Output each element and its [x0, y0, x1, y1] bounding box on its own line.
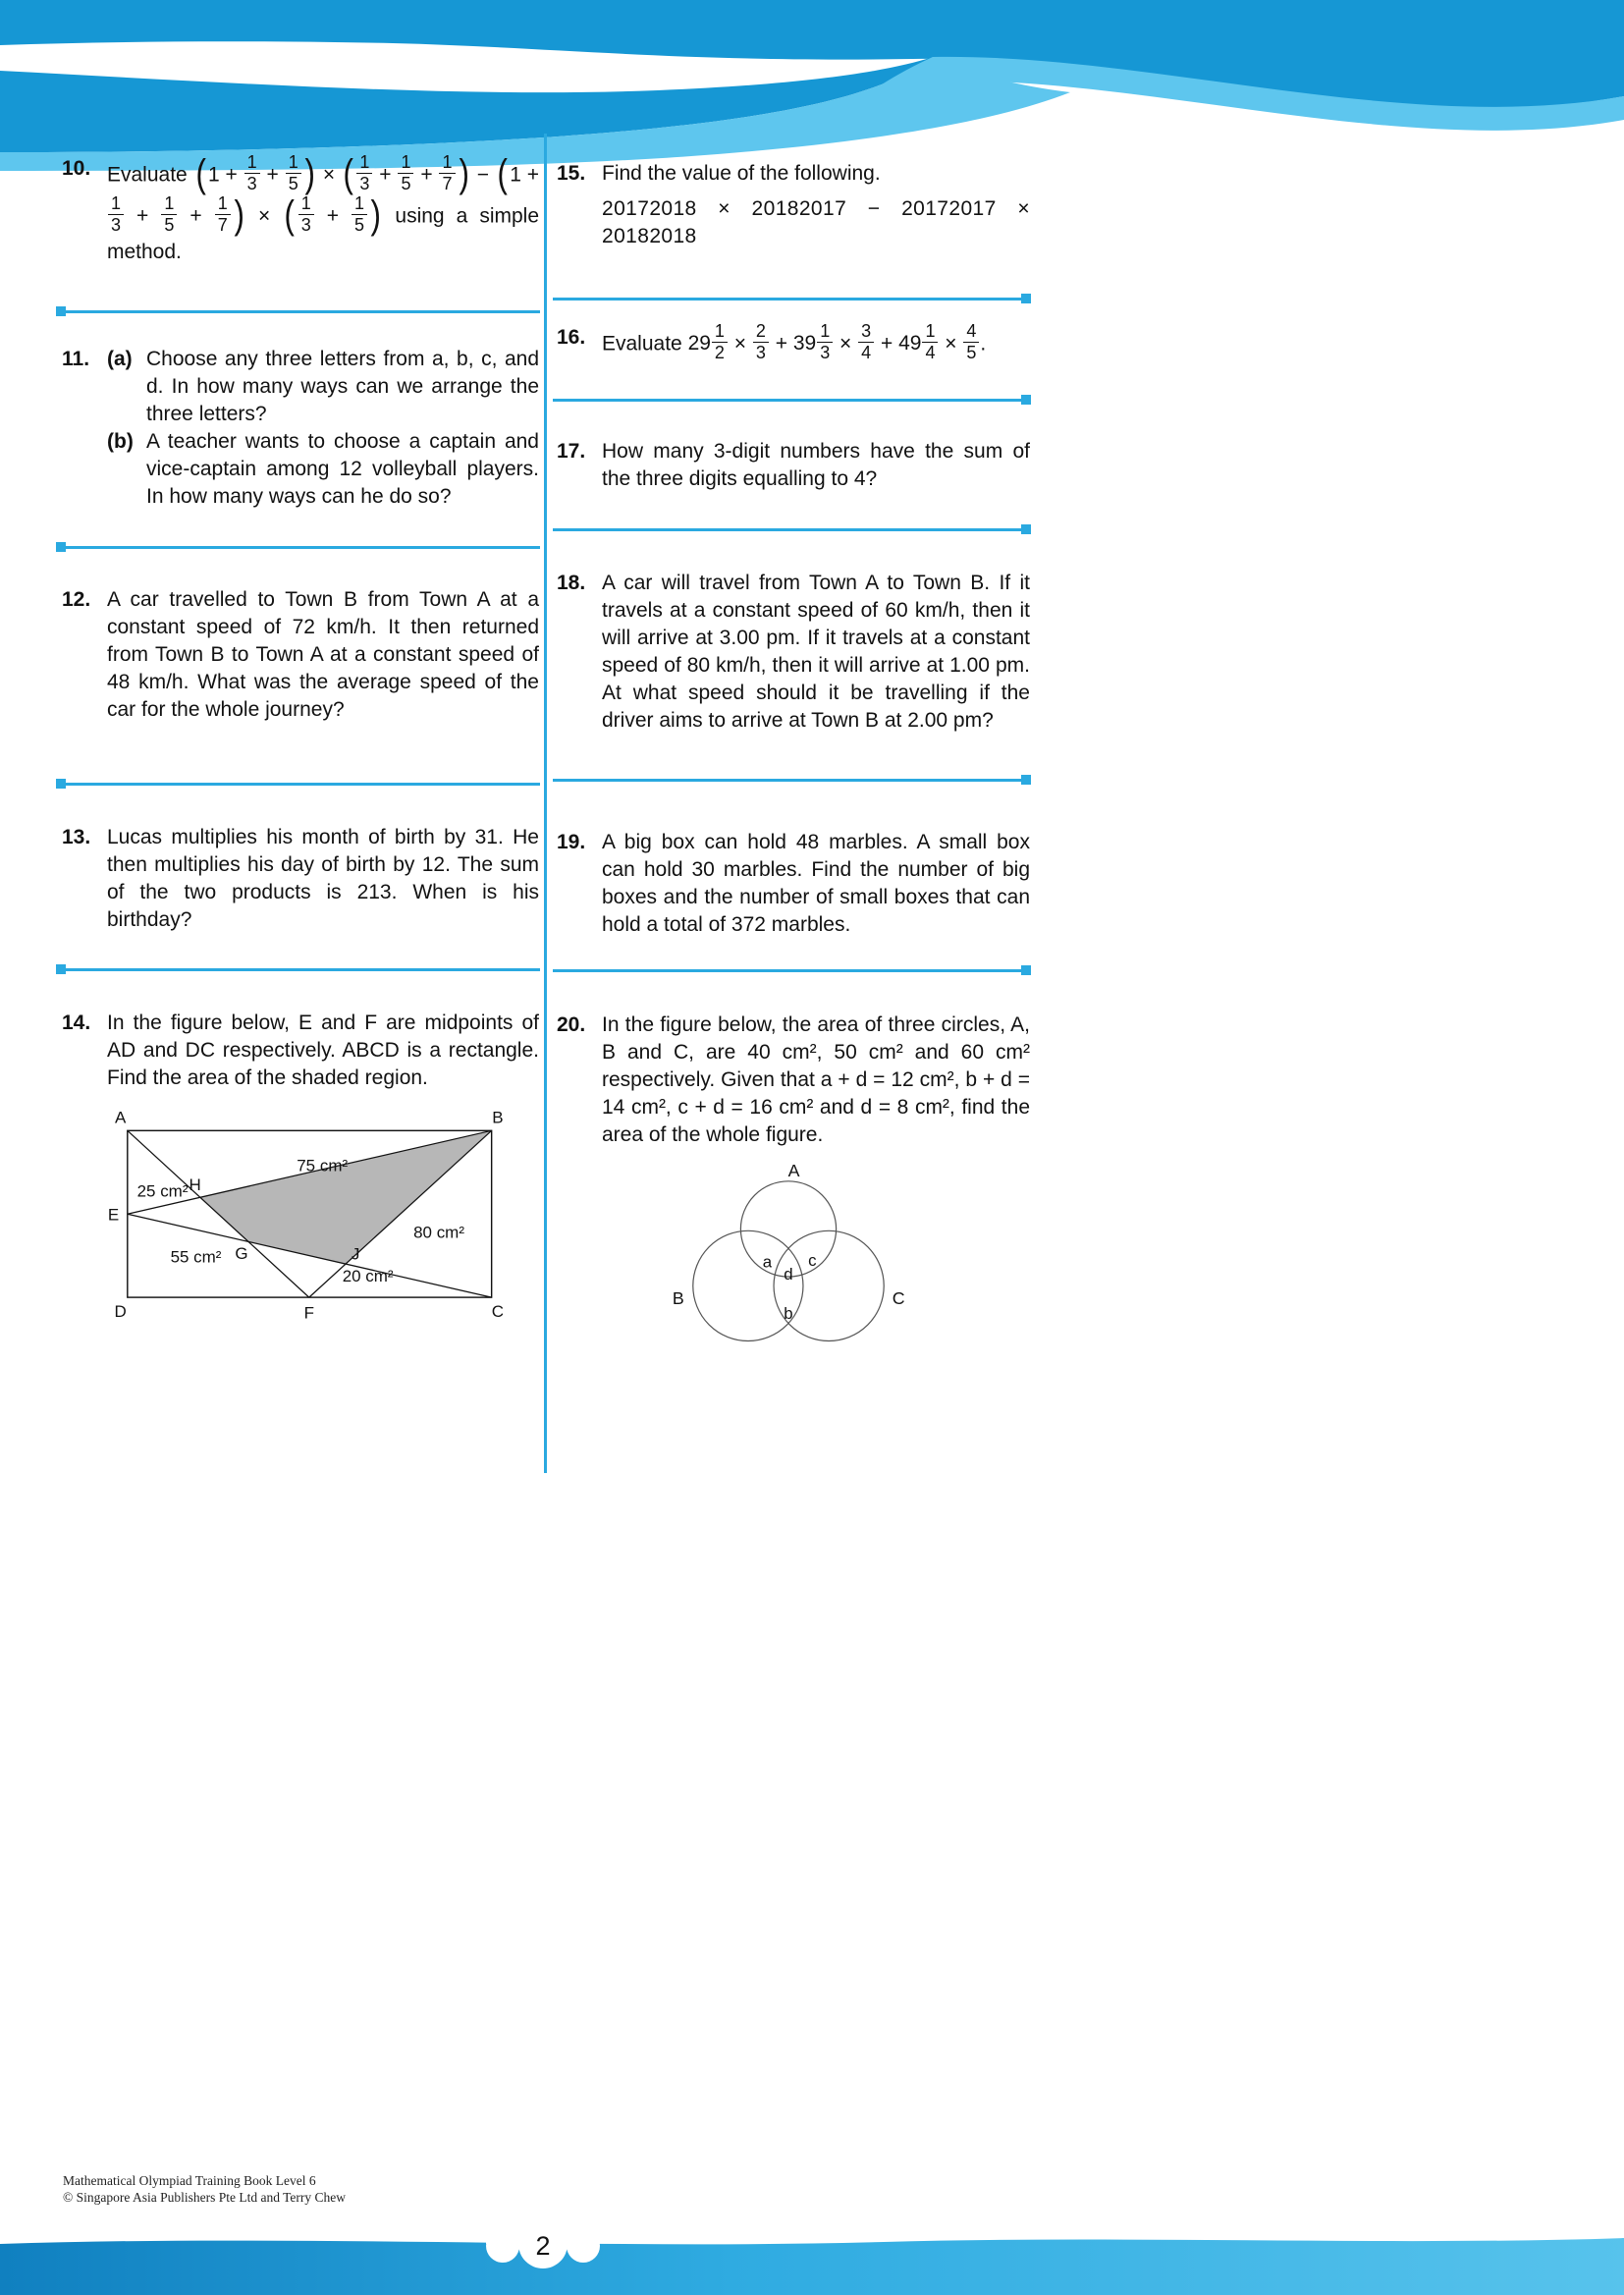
- separator-square: [1021, 775, 1031, 785]
- area-label-55: 55 cm²: [170, 1247, 222, 1267]
- problem-16-text: Evaluate 29 $\frac{1}{2}$ × $\frac{2}{3}$ + 39 $\frac{1}{3}$ × $\frac{3}{4}$ + 49 $\frac{1}{4}$ × $\frac{4}{5}$ .: [602, 321, 987, 363]
- problem-15-intro: Find the value of the following.: [602, 162, 881, 185]
- problem-14-text: In the figure below, E and F are midpoints of AD and DC respectively. ABCD is a rectangle. Find the area of the shaded region.: [107, 1011, 539, 1089]
- problem-12: [62, 586, 539, 724]
- circle-label-B: B: [672, 1288, 684, 1309]
- problem-11b-label: (b): [107, 430, 134, 453]
- problem-19-number: 19.: [557, 831, 586, 853]
- problem-18: [557, 570, 1030, 735]
- problem-11a-text: Choose any three letters from a, b, c, and d. In how many ways can we arrange the three letters?: [146, 348, 539, 425]
- page-number: 2: [535, 2231, 551, 2261]
- footer-wave-decoration: [0, 2224, 1624, 2295]
- problem-14-figure: [101, 1106, 514, 1326]
- problem-18-text: A car will travel from Town A to Town B. If it travels at a constant speed of 60 km/h, then it will arrive at 3.00 pm. If it travels at a constant speed of 80 km/h, then it will arrive at 1.00 pm. At what speed should it be travelling if the driver aims to arrive at Town B at 2.00 pm?: [602, 572, 1030, 732]
- region-label-b: b: [784, 1304, 793, 1324]
- point-label-H: H: [189, 1175, 201, 1195]
- circle-C: [774, 1230, 884, 1340]
- problem-12-text: A car travelled to Town B from Town A at a constant speed of 72 km/h. It then returned from Town B to Town A at a constant speed of 48 km/h. What was the average speed of the car for the whole journey?: [107, 588, 539, 721]
- separator-square: [1021, 524, 1031, 534]
- separator-square: [56, 964, 66, 974]
- circle-label-A: A: [787, 1165, 800, 1181]
- area-label-25: 25 cm²: [136, 1181, 189, 1201]
- problem-19-text: A big box can hold 48 marbles. A small box can hold 30 marbles. Find the number of big boxes and the number of small boxes that can hold a total of 372 marbles.: [602, 831, 1030, 936]
- section-separator: [57, 310, 540, 313]
- problem-20-number: 20.: [557, 1013, 586, 1036]
- problem-15-expression: 20172018 × 20182017 − 20172017 × 20182018: [602, 197, 1030, 247]
- problem-10-number: 10.: [62, 157, 91, 180]
- problem-17-text: How many 3-digit numbers have the sum of the three digits equalling to 4?: [602, 440, 1030, 490]
- problem-15-number: 15.: [557, 162, 586, 185]
- vertex-label-A: A: [114, 1108, 127, 1127]
- problem-11-body: [107, 346, 539, 511]
- problem-20-venn-figure: [641, 1165, 936, 1376]
- problem-17-number: 17.: [557, 440, 586, 463]
- footer-copyright: © Singapore Asia Publishers Pte Ltd and Terry Chew: [63, 2190, 347, 2205]
- section-separator: [553, 779, 1030, 782]
- separator-square: [56, 306, 66, 316]
- vertex-label-E: E: [107, 1205, 120, 1225]
- problem-11: [62, 346, 539, 511]
- separator-square: [56, 779, 66, 789]
- footer-book-title: Mathematical Olympiad Training Book Level 6: [63, 2173, 316, 2188]
- problem-15-body: [602, 160, 1030, 250]
- circle-A: [740, 1181, 836, 1277]
- section-separator: [57, 783, 540, 786]
- problem-16-number: 16.: [557, 326, 586, 349]
- problem-13-text: Lucas multiplies his month of birth by 31. He then multiplies his day of birth by 12. The sum of the two products is 213. When is his birthday?: [107, 826, 539, 931]
- footer: [63, 2172, 346, 2206]
- circle-label-C: C: [892, 1288, 905, 1309]
- problem-11-number: 11.: [62, 348, 90, 370]
- area-label-80: 80 cm²: [413, 1223, 464, 1242]
- problem-16: [557, 321, 1030, 365]
- problem-20-text: In the figure below, the area of three circles, A, B and C, are 40 cm², 50 cm² and 60 cm² respectively. Given that a + d = 12 cm², b + d = 14 cm², c + d = 16 cm² and d = 8 cm², find the area of the whole figure.: [602, 1013, 1030, 1146]
- separator-square: [1021, 965, 1031, 975]
- problem-10-text: Evaluate ( 1 + $\frac{1}{3}$ + $\frac{1}{5}$ ) × ( $\frac{1}{3}$ + $\frac{1}{5}$ + $\frac{1}{7}$ ) − ( 1 + $\frac{1}{3}$ + $\frac{1}{5}$ + $\frac{1}{7}$ ) × ( $\frac{1}{3}$ + $\frac{1}{5}$ ) using a simple method.: [107, 151, 540, 263]
- problem-18-number: 18.: [557, 572, 586, 594]
- section-separator: [553, 969, 1030, 972]
- problem-15: [557, 160, 1030, 250]
- problem-20-body: [602, 1011, 1030, 1376]
- region-label-d: d: [784, 1264, 793, 1284]
- problem-11b: [107, 428, 539, 511]
- separator-square: [1021, 395, 1031, 405]
- section-separator: [57, 968, 540, 971]
- problem-14-number: 14.: [62, 1011, 91, 1034]
- column-divider: [544, 134, 547, 1473]
- region-label-c: c: [808, 1250, 817, 1270]
- circle-B: [693, 1230, 803, 1340]
- problem-11b-text: A teacher wants to choose a captain and vice-captain among 12 volleyball players. In how many ways can he do so?: [146, 430, 539, 508]
- separator-square: [1021, 294, 1031, 303]
- problem-14: [62, 1010, 539, 1326]
- vertex-label-B: B: [492, 1108, 504, 1127]
- problem-11a-label: (a): [107, 348, 133, 370]
- problem-20: [557, 1011, 1030, 1376]
- section-separator: [57, 546, 540, 549]
- area-label-20: 20 cm²: [342, 1267, 394, 1286]
- problem-12-number: 12.: [62, 588, 91, 611]
- point-label-G: G: [235, 1243, 248, 1263]
- vertex-label-C: C: [491, 1301, 505, 1321]
- problem-17: [557, 438, 1030, 493]
- point-label-J: J: [351, 1244, 360, 1264]
- vertex-label-F: F: [303, 1303, 314, 1323]
- problem-14-body: [107, 1010, 539, 1326]
- region-label-a: a: [762, 1252, 773, 1272]
- problem-13-number: 13.: [62, 826, 91, 848]
- section-separator: [553, 399, 1030, 402]
- section-separator: [553, 528, 1030, 531]
- problem-10: [62, 151, 540, 267]
- problem-11a: [107, 346, 539, 428]
- area-label-75: 75 cm²: [297, 1156, 349, 1175]
- problem-19: [557, 829, 1030, 939]
- footer-band: [0, 2238, 1624, 2295]
- vertex-label-D: D: [114, 1301, 127, 1321]
- separator-square: [56, 542, 66, 552]
- problem-13: [62, 824, 539, 934]
- section-separator: [553, 298, 1030, 301]
